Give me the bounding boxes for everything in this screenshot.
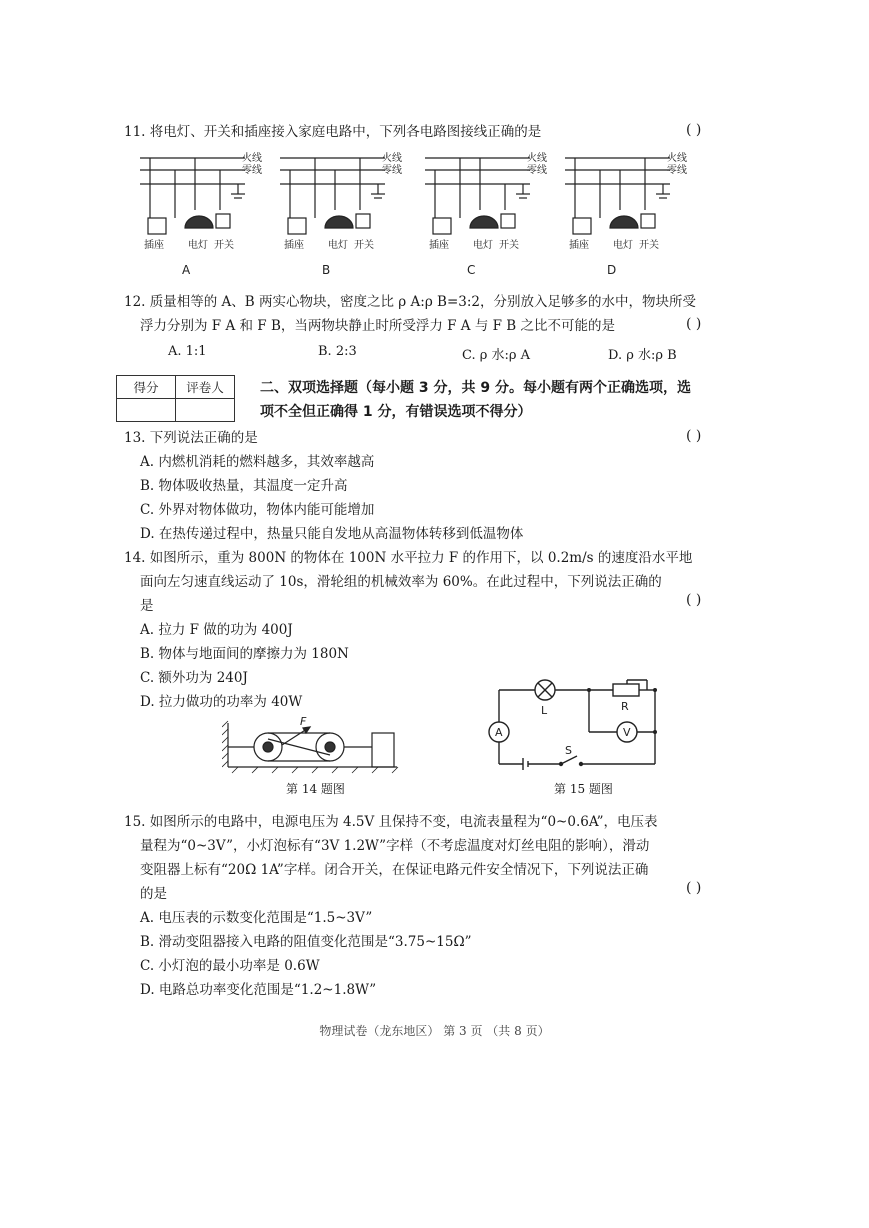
live-wire-label-d: 火线 <box>667 153 687 164</box>
load-block <box>372 733 394 767</box>
score-header: 得分 <box>117 376 176 399</box>
switch-label-d: 开关 <box>639 240 659 251</box>
option-label-d: D <box>607 263 617 277</box>
circuit-diagram-c <box>425 158 530 234</box>
q11-answer-paren: ( ) <box>686 122 702 138</box>
q11-circuit-figures <box>130 148 700 278</box>
q14-figure-caption: 第 14 题图 <box>286 782 345 796</box>
live-wire-label-b: 火线 <box>382 153 402 164</box>
q14-pulley-figure <box>222 715 402 775</box>
socket-label-c: 插座 <box>429 240 449 251</box>
q14-answer-paren: ( ) <box>686 592 702 608</box>
circuit-diagram-b <box>280 158 385 234</box>
q15-stem-line4: 的是 <box>140 886 167 902</box>
q14-stem-line3: 是 <box>140 598 154 614</box>
q12-option-c: C. ρ 水:ρ A <box>462 348 531 363</box>
option-label-a: A <box>182 263 191 277</box>
q15-figure-caption: 第 15 题图 <box>554 782 613 796</box>
q12-option-b: B. 2:3 <box>318 344 357 359</box>
q11-stem: 11. 将电灯、开关和插座接入家庭电路中，下列各电路图接线正确的是 <box>124 124 542 140</box>
q15-option-b: B. 滑动变阻器接入电路的阻值变化范围是“3.75~15Ω” <box>140 934 472 950</box>
neutral-wire-label-d: 零线 <box>667 165 687 176</box>
force-label: F <box>300 715 307 728</box>
switch-label-b: 开关 <box>354 240 374 251</box>
q13-answer-paren: ( ) <box>686 428 702 444</box>
socket-label-d: 插座 <box>569 240 589 251</box>
q14-option-a: A. 拉力 F 做的功为 400J <box>140 622 293 638</box>
q15-option-d: D. 电路总功率变化范围是“1.2~1.8W” <box>140 982 377 998</box>
live-wire-label-a: 火线 <box>242 153 262 164</box>
live-wire-label-c: 火线 <box>527 153 547 164</box>
socket-label-a: 插座 <box>144 240 164 251</box>
section2-heading-line2: 项不全但正确得 1 分，有错误选项不得分） <box>260 404 532 420</box>
q13-option-a: A. 内燃机消耗的燃料越多，其效率越高 <box>140 454 375 470</box>
q15-option-c: C. 小灯泡的最小功率是 0.6W <box>140 958 320 974</box>
q15-stem-line1: 15. 如图所示的电路中，电源电压为 4.5V 且保持不变，电流表量程为“0~0.6A”，电压表 <box>124 814 658 830</box>
q12-option-d: D. ρ 水:ρ B <box>608 348 677 363</box>
switch-icon <box>561 756 577 764</box>
lamp-label: L <box>541 704 548 717</box>
grader-header: 评卷人 <box>176 376 235 399</box>
q15-answer-paren: ( ) <box>686 880 702 896</box>
neutral-wire-label-c: 零线 <box>527 165 547 176</box>
q15-stem-line2: 量程为“0~3V”，小灯泡标有“3V 1.2W”字样（不考虑温度对灯丝电阻的影响），滑动 <box>140 838 650 854</box>
q13-option-d: D. 在热传递过程中，热量只能自发地从高温物体转移到低温物体 <box>140 526 524 542</box>
score-cell[interactable] <box>117 399 176 422</box>
neutral-wire-label-a: 零线 <box>242 165 262 176</box>
q13-stem: 13. 下列说法正确的是 <box>124 430 258 446</box>
q14-option-d: D. 拉力做功的功率为 40W <box>140 694 303 710</box>
socket-label-b: 插座 <box>284 240 304 251</box>
circuit-diagram-a <box>140 158 245 234</box>
q13-option-c: C. 外界对物体做功，物体内能可能增加 <box>140 502 375 518</box>
switch-label-a: 开关 <box>214 240 234 251</box>
lamp-label-d: 电灯 <box>613 240 633 251</box>
lamp-label-a: 电灯 <box>188 240 208 251</box>
section2-heading <box>260 376 691 424</box>
q14-option-c: C. 额外功为 240J <box>140 670 248 686</box>
q12-stem-line1: 12. 质量相等的 A、B 两实心物块，密度之比 ρ A:ρ B=3:2，分别放入足够多的水中，物块所受 <box>124 294 697 310</box>
section2-heading-line1: 二、双项选择题（每小题 3 分，共 9 分。每小题有两个正确选项，选 <box>260 380 691 396</box>
q12-answer-paren: ( ) <box>686 316 702 332</box>
q14-stem-line1: 14. 如图所示，重为 800N 的物体在 100N 水平拉力 F 的作用下，以 0.2m/s 的速度沿水平地 <box>124 550 693 566</box>
switch-label-c: 开关 <box>499 240 519 251</box>
option-label-c: C <box>467 263 476 277</box>
q14-stem-line2: 面向左匀速直线运动了 10s，滑轮组的机械效率为 60%。在此过程中，下列说法正确的 <box>140 574 662 590</box>
ammeter-label: A <box>495 726 503 739</box>
q15-option-a: A. 电压表的示数变化范围是“1.5~3V” <box>140 910 373 926</box>
q12-stem-line2: 浮力分别为 F A 和 F B，当两物块静止时所受浮力 F A 与 F B 之比不可能的是 <box>140 318 616 334</box>
q15-stem-line3: 变阻器上标有“20Ω 1A”字样。闭合开关，在保证电路元件安全情况下，下列说法正确 <box>140 862 649 878</box>
neutral-wire-label-b: 零线 <box>382 165 402 176</box>
circuit-diagram-d <box>565 158 670 234</box>
q15-circuit-figure <box>485 678 665 773</box>
page-footer: 物理试卷（龙东地区） 第 3 页 （共 8 页） <box>319 1024 550 1038</box>
switch-label: S <box>565 744 572 757</box>
rheostat-label: R <box>621 700 629 713</box>
rheostat-icon <box>613 684 639 696</box>
q14-option-b: B. 物体与地面间的摩擦力为 180N <box>140 646 349 662</box>
lamp-label-c: 电灯 <box>473 240 493 251</box>
voltmeter-label: V <box>623 726 631 739</box>
grader-cell[interactable] <box>176 399 235 422</box>
q12-option-a: A. 1:1 <box>168 344 207 359</box>
q13-option-b: B. 物体吸收热量，其温度一定升高 <box>140 478 348 494</box>
lamp-label-b: 电灯 <box>328 240 348 251</box>
option-label-b: B <box>322 263 331 277</box>
score-table <box>116 375 235 422</box>
